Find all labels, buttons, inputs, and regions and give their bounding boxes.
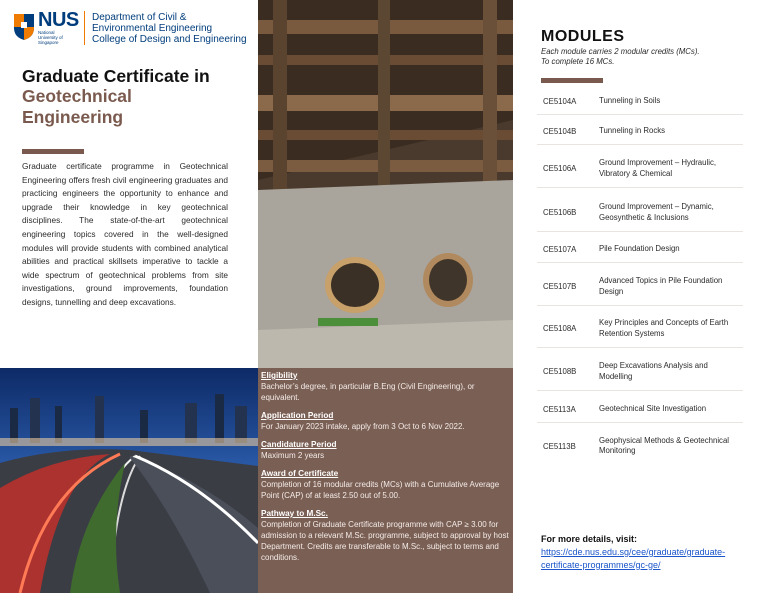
tunnel-construction-photo — [258, 0, 513, 368]
module-code: CE5108B — [543, 367, 577, 376]
nus-logo — [13, 11, 253, 47]
module-row — [537, 150, 743, 188]
module-code: CE5104A — [543, 97, 577, 106]
modules-accent-bar — [541, 78, 603, 83]
city-highway-image — [0, 368, 258, 593]
info-award-of-certificate — [261, 469, 510, 501]
nus-wordmark: NUS — [38, 9, 79, 31]
info-candidature-period — [261, 440, 510, 461]
logo-divider — [84, 11, 85, 45]
modules-note-line-1: Each module carries 2 modular credits (MCs). — [541, 47, 700, 56]
nus-subtext: National University of Singapore — [38, 30, 63, 45]
info-pathway-to-msc — [261, 509, 510, 563]
module-row — [537, 310, 743, 348]
info-heading: Pathway to M.Sc. — [261, 509, 328, 518]
info-application-period — [261, 411, 510, 432]
module-row — [537, 89, 743, 115]
module-name: Tunneling in Soils — [599, 96, 661, 106]
info-text: Completion of Graduate Certificate programme with CAP ≥ 3.00 for admission to a relevant M.Sc. programme, subject to approval by host Department. Credits are transferable to M.Sc., subject to terms and conditions. — [261, 520, 509, 562]
module-code: CE5107B — [543, 282, 577, 291]
info-heading: Eligibility — [261, 371, 298, 380]
info-text: For January 2023 intake, apply from 3 Oct to 6 Nov 2022. — [261, 422, 465, 431]
module-row — [537, 119, 743, 145]
module-name: Ground Improvement – Dynamic, Geosynthetic & Inclusions — [599, 202, 714, 222]
city-highway-photo — [0, 368, 258, 593]
module-row — [537, 397, 743, 423]
modules-note — [541, 47, 741, 66]
nus-crest-icon — [13, 13, 35, 41]
module-name: Key Principles and Concepts of Earth Retention Systems — [599, 318, 729, 338]
module-code: CE5104B — [543, 127, 577, 136]
title-accent-bar — [22, 149, 84, 154]
module-name: Geophysical Methods & Geotechnical Monitoring — [599, 435, 730, 455]
module-code: CE5108A — [543, 324, 577, 333]
module-row — [537, 237, 743, 263]
department-line-1: Department of Civil & — [92, 12, 187, 23]
department-line-3: College of Design and Engineering — [92, 34, 247, 45]
info-text: Maximum 2 years — [261, 451, 325, 460]
module-code: CE5113A — [543, 405, 576, 414]
module-name: Pile Foundation Design — [599, 244, 680, 254]
info-eligibility — [261, 371, 510, 403]
info-heading: Award of Certificate — [261, 469, 339, 478]
info-text: Bachelor’s degree, in particular B.Eng (Civil Engineering), or equivalent. — [261, 382, 475, 402]
page-subtitle: Geotechnical Engineering — [22, 86, 132, 127]
module-row — [537, 353, 743, 391]
module-code: CE5106B — [543, 208, 577, 217]
module-row — [537, 194, 743, 232]
department-name — [92, 12, 247, 45]
department-line-2: Environmental Engineering — [92, 23, 213, 34]
modules-note-line-2: To complete 16 MCs. — [541, 56, 615, 66]
module-name: Ground Improvement – Hydraulic, Vibratory & Chemical — [599, 158, 717, 178]
module-name: Tunneling in Rocks — [599, 126, 666, 136]
module-name: Deep Excavations Analysis and Modelling — [599, 361, 708, 381]
details-link[interactable]: https://cde.nus.edu.sg/cee/graduate/graduate-certificate-programmes/gc-ge/ — [541, 547, 726, 570]
programme-info-panel — [258, 368, 513, 593]
info-heading: Candidature Period — [261, 440, 337, 449]
info-text: Completion of 16 modular credits (MCs) with a Cumulative Average Point (CAP) of at least 2.50 out of 5.00. — [261, 480, 500, 500]
page-title: Graduate Certificate in — [22, 66, 210, 86]
module-code: CE5107A — [543, 245, 577, 254]
intro-paragraph: Graduate certificate programme in Geotechnical Engineering offers fresh civil engineering graduates and practicing engineers the opportunity to enhance and upgrade their knowledge in key geotechnical disciplines. The state-of-the-art geotechnical engineering topics covered in the well-designed modules will provide students with combined analytical abilities and practical skillsets imperative to tackle a wide spectrum of geotechnical problems from site investigations, ground improvements, foundation designs, tunnelling and deep excavations. — [22, 161, 228, 307]
module-name: Geotechnical Site Investigation — [599, 404, 707, 414]
tunnel-construction-image — [258, 0, 513, 368]
details-heading: For more details, visit: — [541, 534, 638, 544]
module-name: Advanced Topics in Pile Foundation Design — [599, 276, 723, 296]
module-code: CE5106A — [543, 164, 577, 173]
module-code: CE5113B — [543, 441, 576, 451]
modules-heading: MODULES — [541, 28, 625, 45]
info-heading: Application Period — [261, 411, 334, 420]
module-row — [537, 428, 743, 464]
module-row — [537, 268, 743, 306]
